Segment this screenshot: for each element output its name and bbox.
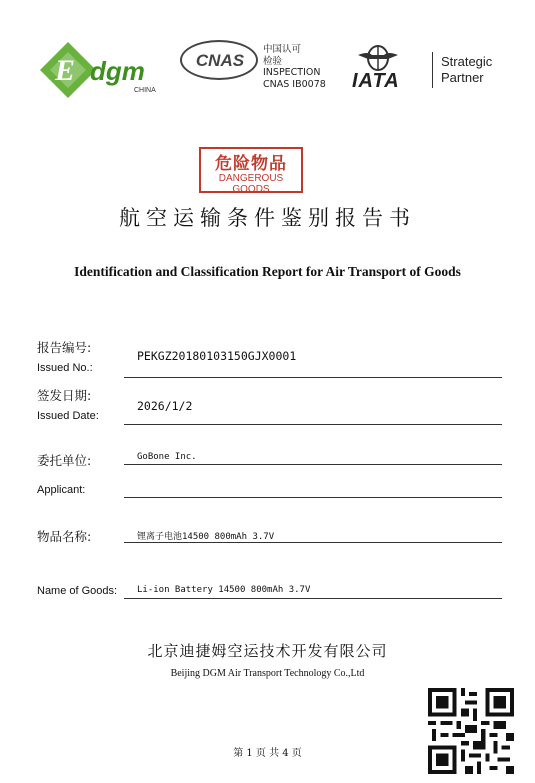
issue-date-value: 2026/1/2 bbox=[137, 399, 193, 413]
goods-value-en: Li-ion Battery 14500 800mAh 3.7V bbox=[137, 585, 311, 595]
field-underline bbox=[124, 542, 502, 543]
edgm-logo bbox=[38, 38, 168, 102]
field-underline bbox=[124, 424, 502, 425]
report-title-en: Identification and Classification Report for Air Transport of Goods bbox=[74, 264, 461, 279]
company-name-en: Beijing DGM Air Transport Technology Co.,Ltd bbox=[170, 668, 365, 679]
page-indicator: 第 1 页 共 4 页 bbox=[233, 748, 302, 759]
iata-logo-text: IATA bbox=[352, 70, 400, 92]
issue-date-label-en: Issued Date: bbox=[37, 410, 99, 422]
report-no-label-cn: 报告编号: bbox=[37, 340, 92, 355]
field-underline bbox=[124, 497, 502, 498]
goods-label-cn: 物品名称: bbox=[37, 529, 92, 544]
partner-line: Strategic bbox=[441, 54, 493, 69]
field-underline bbox=[124, 377, 502, 378]
report-title-cn: 航空运输条件鉴别报告书 bbox=[119, 206, 416, 230]
edgm-sub: CHINA bbox=[134, 87, 156, 94]
qr-code bbox=[428, 688, 514, 774]
edgm-letters: dgm bbox=[90, 56, 145, 86]
divider bbox=[432, 52, 433, 88]
applicant-value: GoBone Inc. bbox=[137, 452, 197, 462]
issue-date-label-cn: 签发日期: bbox=[37, 388, 92, 403]
strategic-partner bbox=[441, 54, 492, 86]
goods-label-en: Name of Goods: bbox=[37, 585, 118, 597]
stamp-en-text: DANGEROUS GOODS bbox=[218, 173, 284, 195]
applicant-label-cn: 委托单位: bbox=[37, 453, 92, 468]
field-underline bbox=[124, 464, 502, 465]
cnas-info-line: 检验 bbox=[263, 55, 283, 67]
partner-line: Partner bbox=[441, 70, 484, 85]
stamp-cn-text: 危险物品 bbox=[215, 154, 287, 174]
field-underline bbox=[124, 598, 502, 599]
cnas-info-line: 中国认可 bbox=[263, 44, 302, 55]
svg-text:E: E bbox=[55, 54, 76, 87]
company-name-cn: 北京迪捷姆空运技术开发有限公司 bbox=[147, 642, 388, 660]
cnas-info-line: INSPECTION bbox=[263, 67, 321, 78]
cnas-accreditation-info bbox=[263, 44, 326, 90]
iata-globe-icon bbox=[358, 43, 398, 73]
report-no-label-en: Issued No.: bbox=[37, 362, 93, 374]
cnas-logo-text: CNAS bbox=[195, 51, 245, 70]
report-no-value: PEKGZ20180103150GJX0001 bbox=[137, 349, 297, 363]
goods-value-cn: 锂离子电池14500 800mAh 3.7V bbox=[137, 532, 275, 542]
applicant-label-en: Applicant: bbox=[37, 484, 86, 496]
cnas-info-line: CNAS IB0078 bbox=[263, 78, 326, 90]
